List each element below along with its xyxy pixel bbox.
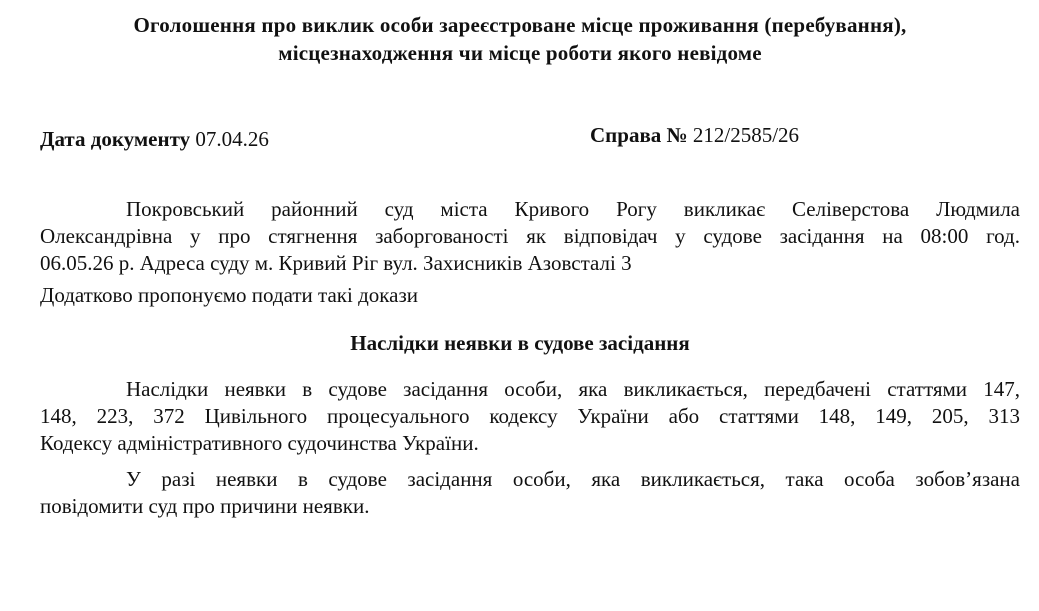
document-title-line-1: Оголошення про виклик особи зареєстроване місце проживання (перебування), — [133, 13, 907, 37]
consequences-p1-line-3: Кодексу адміністративного судочинства України. — [40, 431, 479, 455]
summons-line-3: 06.05.26 р. Адреса суду м. Кривий Ріг вул. Захисників Азовсталі 3 — [40, 251, 632, 275]
summons-paragraph — [40, 196, 1020, 277]
document-date-label: Дата документу — [40, 127, 191, 151]
summons-line-1 — [40, 196, 1020, 223]
evidence-request-text: Додатково пропонуємо подати такі докази — [40, 283, 419, 307]
summons-line-1-text: Покровський районний суд міста Кривого Рогу викликає Селіверстова Людмила — [126, 197, 1020, 221]
consequences-paragraph-1 — [40, 376, 1020, 457]
consequences-paragraph-2 — [40, 466, 1020, 520]
consequences-p1-line-1-text: Наслідки неявки в судове засідання особи, яка викликається, передбачені статтями 147, — [126, 377, 1020, 401]
consequences-p1-line-2: 148, 223, 372 Цивільного процесуального кодексу України або статтями 148, 149, 205, 313 — [40, 404, 1020, 428]
consequences-p2-line-1-text: У разі неявки в судове засідання особи, яка викликається, така особа зобов’язана — [126, 467, 1020, 491]
document-date — [40, 126, 269, 152]
case-number-value: 212/2585/26 — [692, 123, 800, 147]
consequences-heading: Наслідки неявки в судове засідання — [350, 331, 690, 355]
consequences-p2-line-2: повідомити суд про причини неявки. — [40, 494, 370, 518]
evidence-request — [40, 282, 1020, 309]
case-number — [590, 122, 799, 148]
case-number-label: Справа № — [590, 123, 688, 147]
summons-line-2: Олександрівна у про стягнення заборгованості як відповідач у судове засідання на 08:00 год. — [40, 224, 1020, 248]
document-title-line-2: місцезнаходження чи місце роботи якого невідоме — [278, 41, 762, 65]
document-date-value: 07.04.26 — [195, 127, 269, 151]
consequences-p1-line-1 — [40, 376, 1020, 403]
consequences-p2-line-1 — [40, 466, 1020, 493]
